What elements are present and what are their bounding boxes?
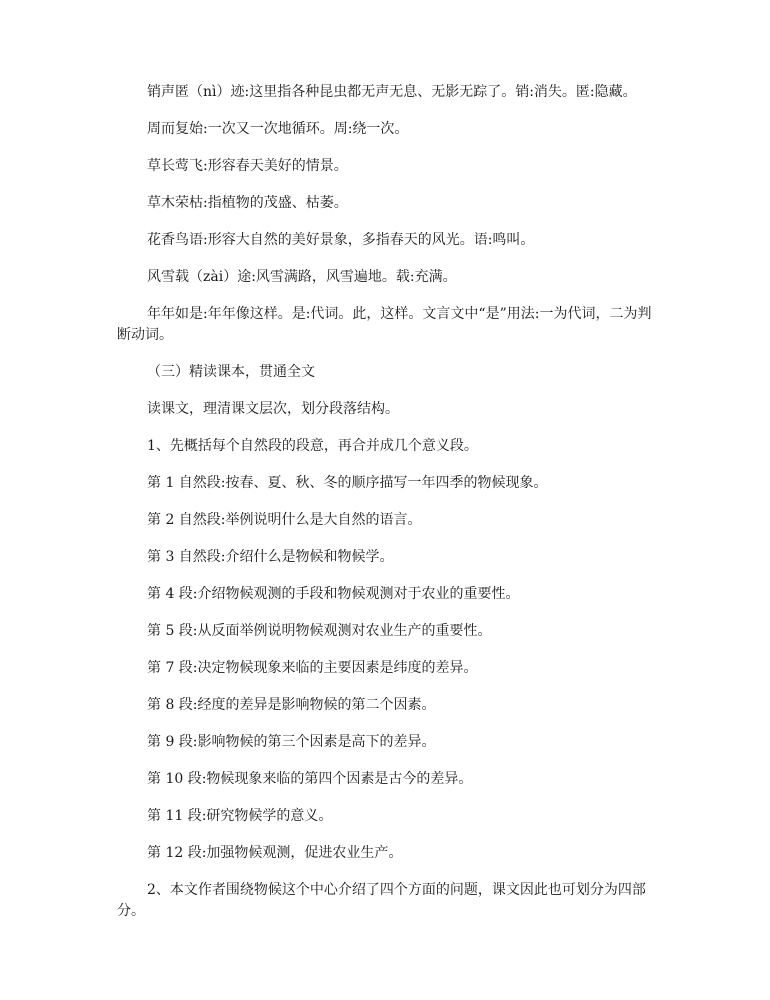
paragraph-summary-1: 第 1 自然段:按春、夏、秋、冬的顺序描写一年四季的物候现象。: [147, 475, 548, 491]
paragraph-summary-7: 第 7 段:决定物候现象来临的主要因素是纬度的差异。: [147, 660, 478, 676]
paragraph-summary-10: 第 10 段:物候现象来临的第四个因素是古今的差异。: [147, 771, 473, 787]
paragraph-cao-mu-rong-ku: 草木荣枯:指植物的茂盛、枯萎。: [147, 195, 348, 211]
paragraph-summary-4: 第 4 段:介绍物候观测的手段和物候观测对于农业的重要性。: [147, 586, 520, 602]
paragraph-summary-2: 第 2 自然段:举例说明什么是大自然的语言。: [147, 512, 422, 528]
paragraph-summary-5: 第 5 段:从反面举例说明物候观测对农业生产的重要性。: [147, 623, 492, 639]
paragraph-hua-xiang-niao-yu: 花香鸟语:形容大自然的美好景象，多指春天的风光。语:鸣叫。: [147, 232, 535, 248]
paragraph-feng-xue-zai-tu: 风雪载（zài）途:风雪满路，风雪遍地。载:充满。: [147, 269, 457, 285]
document-body: [117, 82, 657, 938]
paragraph-instruction: 读课文，理清课文层次，划分段落结构。: [147, 401, 399, 417]
paragraph-summary-8: 第 8 段:经度的差异是影响物候的第二个因素。: [147, 697, 436, 713]
paragraph-step-2: 2、本文作者围绕物候这个中心介绍了四个方面的问题，课文因此也可划分为四部分。: [117, 882, 646, 919]
paragraph-zhou-er-fu-shi: 周而复始:一次又一次地循环。周:绕一次。: [147, 121, 409, 137]
paragraph-cao-zhang-ying-fei: 草长莺飞:形容春天美好的情景。: [147, 158, 348, 174]
paragraph-xiao-sheng-ni-ji: 销声匿（nì）迹:这里指各种昆虫都无声无息、无影无踪了。销:消失。匿:隐藏。: [147, 84, 637, 100]
paragraph-step-1: 1、先概括每个自然段的段意，再合并成几个意义段。: [147, 438, 478, 454]
section-heading: （三）精读课本，贯通全文: [147, 364, 315, 380]
paragraph-summary-12: 第 12 段:加强物候观测，促进农业生产。: [147, 845, 403, 861]
paragraph-nian-nian-ru-shi: 年年如是:年年像这样。是:代词。此，这样。文言文中“是”用法:一为代词，二为判断动词。: [117, 306, 652, 343]
paragraph-summary-3: 第 3 自然段:介绍什么是物候和物候学。: [147, 549, 394, 565]
paragraph-summary-11: 第 11 段:研究物候学的意义。: [147, 808, 333, 824]
paragraph-summary-9: 第 9 段:影响物候的第三个因素是高下的差异。: [147, 734, 436, 750]
